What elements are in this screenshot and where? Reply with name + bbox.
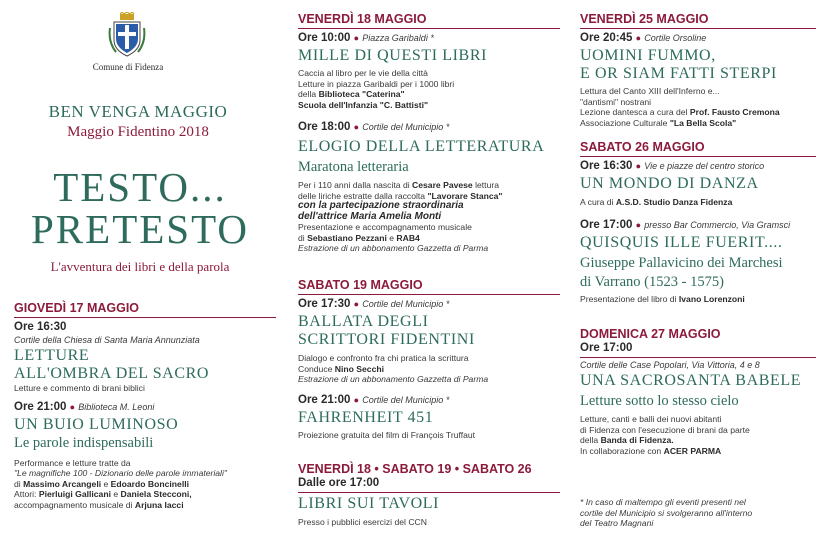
desc-italic: Estrazione di un abbonamento Gazzetta di Parma bbox=[298, 374, 489, 384]
event-time: Ore 17:30 bbox=[298, 298, 351, 310]
event-time-row bbox=[580, 159, 816, 173]
multi-day-section bbox=[298, 462, 560, 528]
desc-bold: ACER PARMA bbox=[663, 445, 722, 456]
desc-text: di bbox=[14, 478, 21, 489]
desc-line bbox=[580, 435, 816, 446]
desc-line: "dantismi" nostrani bbox=[580, 96, 652, 107]
event-title: BALLATA DEGLI bbox=[298, 313, 429, 330]
crest-icon bbox=[108, 12, 146, 58]
desc-line bbox=[298, 233, 560, 244]
divider bbox=[580, 28, 816, 29]
event-desc bbox=[298, 68, 560, 110]
day-heading: GIOVEDÌ 17 MAGGIO bbox=[14, 301, 140, 315]
desc-italic: Estrazione di un abbonamento Gazzetta di Parma bbox=[298, 243, 489, 253]
desc-text: Conduce bbox=[298, 363, 333, 374]
desc-text: Presentazione del libro di bbox=[580, 293, 677, 304]
bullet-icon: ● bbox=[635, 161, 642, 171]
event-desc bbox=[298, 180, 560, 254]
event-place: presso Bar Commercio, Via Gramsci bbox=[644, 219, 791, 230]
day-heading: DOMENICA 27 MAGGIO bbox=[580, 327, 721, 341]
desc-text: e bbox=[389, 232, 395, 243]
event-time: Ore 17:00 bbox=[580, 342, 633, 354]
event-desc bbox=[14, 458, 276, 511]
maggio-fidentino-heading: Maggio Fidentino 2018 bbox=[67, 124, 209, 140]
event-title: ELOGIO DELLA LETTERATURA bbox=[298, 138, 545, 155]
event-place: Cortile del Municipio * bbox=[362, 394, 450, 405]
divider bbox=[14, 317, 276, 318]
divider bbox=[580, 156, 816, 157]
day-heading: VENERDÌ 18 MAGGIO bbox=[298, 12, 427, 26]
desc-text: di bbox=[298, 232, 305, 243]
event-time-row bbox=[14, 400, 276, 414]
desc-bold: Scuola dell'Infanzia "C. Battisti" bbox=[298, 99, 429, 110]
event-title: UN MONDO DI DANZA bbox=[580, 175, 759, 192]
event-time-row bbox=[298, 120, 560, 134]
event-title: MILLE DI QUESTI LIBRI bbox=[298, 47, 488, 64]
desc-text: In collaborazione con bbox=[580, 445, 662, 456]
day-heading: SABATO 26 MAGGIO bbox=[580, 140, 705, 154]
desc-line bbox=[14, 500, 276, 511]
desc-line bbox=[298, 89, 560, 100]
event-desc: Proiezione gratuita del film di François Truffaut bbox=[298, 429, 476, 440]
desc-line bbox=[298, 364, 560, 375]
footnote-line: cortile del Municipio si svolgeranno all'interno bbox=[580, 507, 753, 518]
desc-line bbox=[298, 100, 560, 111]
venerdi-25-section bbox=[580, 12, 816, 128]
event-title: FAHRENHEIT 451 bbox=[298, 408, 434, 426]
desc-text: lettura bbox=[475, 180, 499, 190]
event-time: Ore 20:45 bbox=[580, 32, 633, 44]
desc-line: Lettura del Canto XIII dell'Inferno e... bbox=[580, 86, 720, 96]
event-place: Piazza Garibaldi * bbox=[362, 33, 434, 43]
desc-bold: Cesare Pavese bbox=[412, 180, 473, 190]
desc-bold: Biblioteca "Caterina" bbox=[318, 89, 405, 99]
ben-venga-heading: BEN VENGA MAGGIO bbox=[48, 102, 228, 121]
event-title: UN BUIO LUMINOSO bbox=[14, 415, 179, 433]
desc-line bbox=[298, 180, 560, 191]
day-heading: SABATO 19 MAGGIO bbox=[298, 278, 423, 292]
event-time: Ore 21:00 bbox=[14, 400, 67, 413]
event-desc bbox=[298, 353, 560, 385]
event-subtitle: Letture sotto lo stesso cielo bbox=[580, 393, 739, 409]
event-subtitle: Giuseppe Pallavicino dei Marchesi bbox=[580, 254, 783, 271]
bullet-icon: ● bbox=[353, 394, 360, 405]
desc-line bbox=[298, 374, 560, 385]
desc-text: Per i 110 anni dalla nascita di bbox=[298, 180, 410, 190]
desc-bold: Pierluigi Gallicani bbox=[38, 489, 111, 499]
desc-text: e bbox=[113, 489, 119, 499]
desc-line: di Fidenza con l'esecuzione di brani da parte bbox=[580, 424, 750, 435]
desc-text: A cura di bbox=[580, 197, 614, 207]
desc-bold: Massimo Arcangeli bbox=[23, 478, 102, 489]
desc-line bbox=[580, 118, 816, 129]
desc-line bbox=[14, 479, 276, 490]
event-desc: Presso i pubblici esercizi del CCN bbox=[298, 517, 427, 527]
desc-line bbox=[580, 107, 816, 118]
event-title: QUISQUIS ILLE FUERIT.... bbox=[580, 233, 783, 251]
event-time-row bbox=[298, 393, 560, 407]
desc-line bbox=[14, 468, 276, 479]
event-time: Ore 16:30 bbox=[14, 321, 67, 333]
main-title-line1: TESTO... bbox=[53, 164, 227, 210]
desc-bold: Edoardo Boncinelli bbox=[110, 478, 189, 489]
sabato-19-section bbox=[298, 278, 560, 440]
desc-bold: "La Bella Scola" bbox=[669, 117, 737, 128]
event-desc: Letture e commento di brani biblici bbox=[14, 383, 145, 393]
event-title: E OR SIAM FATTI STERPI bbox=[580, 65, 777, 82]
divider bbox=[298, 294, 560, 295]
desc-line: Caccia al libro per le vie della città bbox=[298, 68, 428, 78]
event-place: Cortile del Municipio * bbox=[362, 122, 450, 132]
desc-line: Presentazione e accompagnamento musicale bbox=[298, 222, 472, 232]
event-time: Dalle ore 17:00 bbox=[298, 477, 380, 489]
desc-line bbox=[298, 212, 560, 223]
desc-bold: RAB4 bbox=[396, 232, 420, 243]
desc-line bbox=[298, 243, 560, 254]
footnote-line: * In caso di maltempo gli eventi presenti nel bbox=[580, 497, 746, 507]
event-desc bbox=[580, 86, 816, 128]
desc-text: delle liriche estratte dalla raccolta bbox=[298, 190, 426, 201]
event-time: Ore 16:30 bbox=[580, 160, 633, 172]
event-time-row bbox=[298, 31, 560, 45]
bullet-icon: ● bbox=[353, 33, 360, 43]
event-subtitle: di Varrano (1523 - 1575) bbox=[580, 273, 724, 290]
desc-bold: Sebastiano Pezzani bbox=[307, 232, 387, 243]
event-subtitle: Le parole indispensabili bbox=[14, 434, 154, 451]
desc-bold: Nino Secchi bbox=[334, 363, 384, 374]
desc-bold: "Lavorare Stanca" bbox=[427, 190, 503, 201]
desc-line: Dialogo e confronto fra chi pratica la scrittura bbox=[298, 353, 469, 363]
desc-text: Associazione Culturale bbox=[580, 117, 668, 128]
desc-line bbox=[580, 446, 816, 457]
desc-italic: "Le magnifiche 100 - Dizionario delle parole immateriali" bbox=[14, 468, 227, 478]
desc-bold: Daniela Stecconi, bbox=[120, 489, 192, 499]
event-place: Cortile della Chiesa di Santa Maria Annunziata bbox=[14, 335, 200, 345]
desc-bold: Banda di Fidenza. bbox=[600, 435, 674, 445]
bullet-icon: ● bbox=[69, 401, 76, 412]
desc-bold-italic: con la partecipazione straordinaria bbox=[298, 200, 464, 211]
event-desc bbox=[580, 197, 816, 208]
desc-text: della bbox=[298, 89, 317, 99]
event-desc bbox=[580, 414, 816, 456]
bullet-icon: ● bbox=[635, 33, 642, 43]
desc-bold-italic: dell'attrice Maria Amelia Monti bbox=[298, 210, 442, 222]
desc-line bbox=[14, 489, 276, 500]
event-time-row bbox=[580, 31, 816, 45]
main-title-line2: PRETESTO bbox=[31, 206, 249, 252]
desc-line: Performance e letture tratte da bbox=[14, 457, 131, 468]
venerdi-18-section bbox=[298, 12, 560, 254]
giovedi-17-section bbox=[14, 301, 276, 510]
bullet-icon: ● bbox=[353, 299, 360, 309]
desc-bold: Prof. Fausto Cremona bbox=[689, 107, 780, 117]
desc-text: Attori: bbox=[14, 489, 37, 499]
event-place: Vie e piazze del centro storico bbox=[644, 161, 765, 171]
event-time: Ore 21:00 bbox=[298, 393, 351, 406]
desc-bold: Arjuna Iacci bbox=[134, 499, 184, 510]
domenica-27-section bbox=[580, 327, 816, 456]
day-heading: VENERDÌ 18 • SABATO 19 • SABATO 26 bbox=[298, 462, 532, 476]
footnote bbox=[580, 497, 816, 529]
desc-line: Letture in piazza Garibaldi per i 1000 libri bbox=[298, 78, 455, 89]
desc-text: della bbox=[580, 435, 599, 445]
main-subtitle: L'avventura dei libri e della parola bbox=[50, 259, 230, 274]
event-title: UNA SACROSANTA BABELE bbox=[580, 372, 802, 389]
event-time-row bbox=[580, 218, 816, 232]
event-time: Ore 10:00 bbox=[298, 32, 351, 44]
event-place: Cortile delle Case Popolari, Via Vittoria, 4 e 8 bbox=[580, 360, 760, 370]
event-time: Ore 17:00 bbox=[580, 218, 633, 231]
bullet-icon: ● bbox=[635, 219, 642, 230]
event-title: ALL'OMBRA DEL SACRO bbox=[14, 365, 210, 382]
event-place: Cortile del Municipio * bbox=[362, 299, 450, 309]
event-title: SCRITTORI FIDENTINI bbox=[298, 331, 475, 348]
footnote-line: del Teatro Magnani bbox=[580, 518, 654, 528]
desc-text: e bbox=[103, 478, 109, 489]
sabato-26-section bbox=[580, 140, 816, 304]
event-title: LETTURE bbox=[14, 347, 90, 364]
event-place: Cortile Orsoline bbox=[644, 33, 707, 43]
comune-label: Comune di Fidenza bbox=[92, 62, 164, 72]
event-title: LIBRI SUI TAVOLI bbox=[298, 495, 440, 512]
event-time: Ore 18:00 bbox=[298, 121, 351, 133]
desc-text: accompagnamento musicale di bbox=[14, 499, 133, 510]
desc-line: Letture, canti e balli dei nuovi abitanti bbox=[580, 414, 722, 424]
divider bbox=[298, 492, 560, 493]
event-place: Biblioteca M. Leoni bbox=[78, 401, 155, 412]
desc-bold: Ivano Lorenzoni bbox=[678, 293, 745, 304]
event-subtitle: Maratona letteraria bbox=[298, 159, 409, 175]
event-time-row bbox=[298, 297, 560, 311]
divider bbox=[298, 28, 560, 29]
divider bbox=[580, 357, 816, 358]
event-desc bbox=[580, 294, 816, 305]
event-title: UOMINI FUMMO, bbox=[580, 47, 716, 64]
bullet-icon: ● bbox=[353, 122, 360, 132]
desc-bold: A.S.D. Studio Danza Fidenza bbox=[615, 197, 733, 207]
desc-text: Lezione dantesca a cura del bbox=[580, 107, 688, 117]
day-heading: VENERDÌ 25 MAGGIO bbox=[580, 12, 709, 26]
